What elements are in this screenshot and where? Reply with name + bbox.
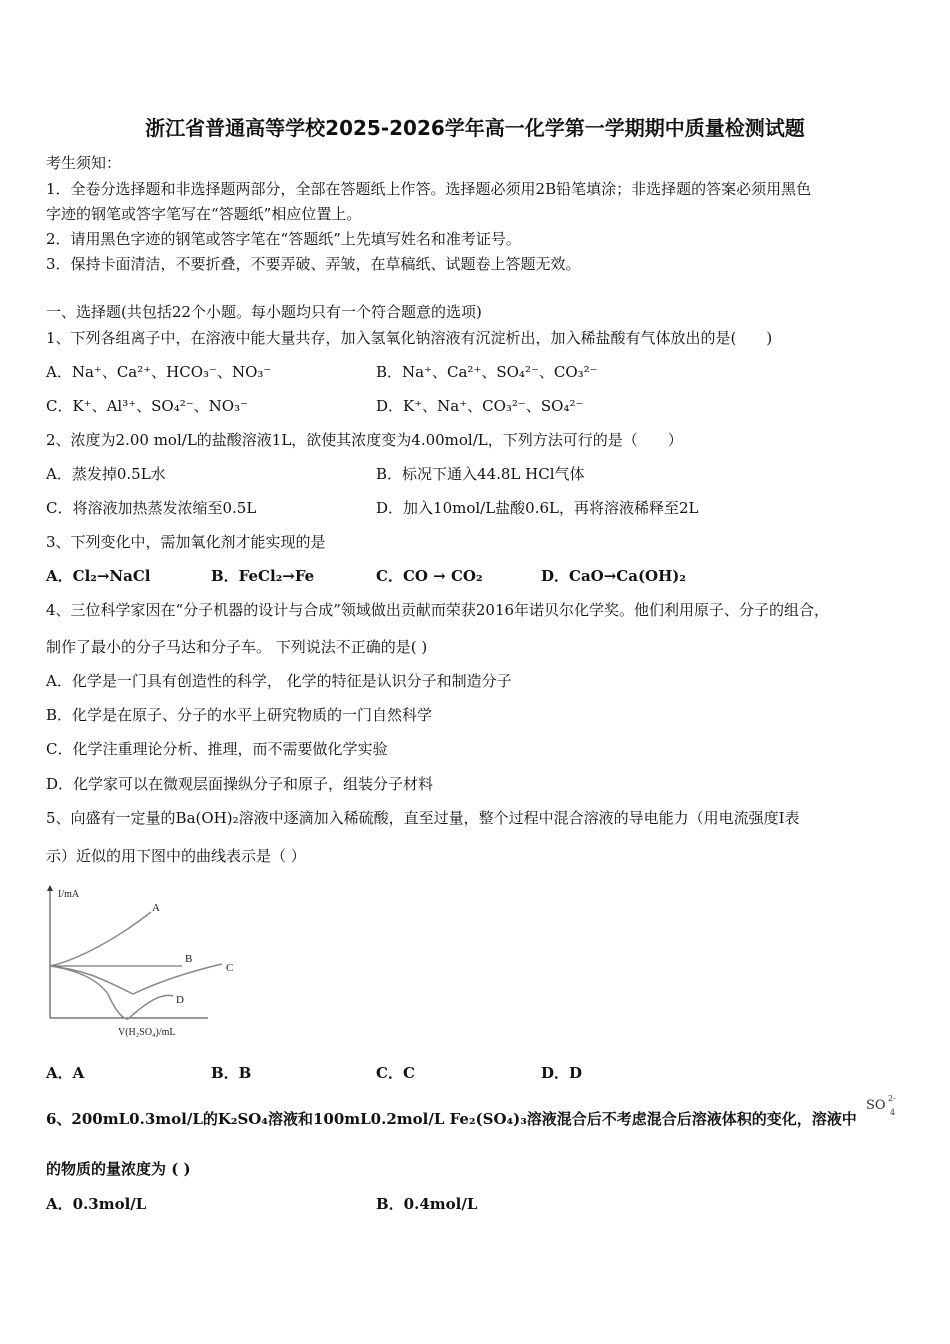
sulfate-base: SO: [866, 1098, 886, 1113]
sulfate-ion-formula: [866, 1094, 896, 1117]
q5-option-b: B．B: [211, 1064, 252, 1082]
q1-option-b: B．Na⁺、Ca²⁺、SO₄²⁻、CO₃²⁻: [376, 363, 598, 381]
curve-a: [50, 912, 151, 966]
q4-option-c: C．化学注重理论分析、推理，而不需要做化学实验: [46, 740, 388, 758]
q3-stem: 3、下列变化中，需加氧化剂才能实现的是: [46, 533, 326, 551]
q5-option-c: C．C: [376, 1064, 415, 1082]
conductivity-graph: [38, 882, 258, 1040]
q4-stem-1: 4、三位科学家因在“分子机器的设计与合成”领域做出贡献而荣获2016年诺贝尔化学奖。他们利用原子、分子的组合，: [46, 601, 830, 619]
q4-option-b: B．化学是在原子、分子的水平上研究物质的一门自然科学: [46, 706, 433, 724]
notice-item-3: 3．保持卡面清洁，不要折叠，不要弄破、弄皱，在草稿纸、试题卷上答题无效。: [46, 255, 581, 273]
q4-option-d: D．化学家可以在微观层面操纵分子和原子，组装分子材料: [46, 775, 434, 793]
q2-option-b: B．标况下通入44.8L HCl气体: [376, 465, 585, 483]
q6-option-a: A．0.3mol/L: [46, 1195, 147, 1213]
notice-heading: 考生须知：: [46, 154, 122, 172]
q1-option-d: D．K⁺、Na⁺、CO₃²⁻、SO₄²⁻: [376, 397, 584, 415]
q2-stem: 2、浓度为2.00 mol/L的盐酸溶液1L，欲使其浓度变为4.00mol/L，下列方法可行的是（ ）: [46, 431, 683, 449]
q2-option-d: D．加入10mol/L盐酸0.6L，再将溶液稀释至2L: [376, 499, 699, 517]
section-heading: 一、选择题(共包括22个小题。每小题均只有一个符合题意的选项): [46, 303, 482, 321]
q5-stem-1: 5、向盛有一定量的Ba(OH)₂溶液中逐滴加入稀硫酸，直至过量，整个过程中混合溶液的导电能力（用电流强度I表: [46, 809, 800, 827]
q6-option-b: B．0.4mol/L: [376, 1195, 478, 1213]
q1-option-c: C．K⁺、Al³⁺、SO₄²⁻、NO₃⁻: [46, 397, 249, 415]
q5-option-a: A．A: [46, 1064, 85, 1082]
q4-option-a: A．化学是一门具有创造性的科学， 化学的特征是认识分子和制造分子: [46, 672, 512, 690]
q3-option-b: B．FeCl₂→Fe: [211, 567, 315, 585]
q1-option-a: A．Na⁺、Ca²⁺、HCO₃⁻、NO₃⁻: [46, 363, 272, 381]
q2-option-c: C．将溶液加热蒸发浓缩至0.5L: [46, 499, 257, 517]
q3-option-d: D．CaO→Ca(OH)₂: [541, 567, 686, 585]
q1-stem: 1、下列各组离子中，在溶液中能大量共存，加入氢氧化钠溶液有沉淀析出，加入稀盐酸有气体放出的是( ): [46, 329, 773, 347]
q2-option-a: A．蒸发掉0.5L水: [46, 465, 166, 483]
q5-option-d: D．D: [541, 1064, 583, 1082]
q3-option-c: C．CO → CO₂: [376, 567, 483, 585]
notice-item-1b: 字迹的钢笔或答字笔写在“答题纸”相应位置上。: [46, 205, 362, 223]
q5-stem-2: 示）近似的用下图中的曲线表示是（ ）: [46, 847, 306, 865]
curve-a-label: A: [152, 902, 160, 914]
curve-b-label: B: [185, 953, 193, 965]
curve-c: [50, 964, 222, 994]
notice-item-1a: 1．全卷分选择题和非选择题两部分，全部在答题纸上作答。选择题必须用2B铅笔填涂；非选择题的答案必须用黑色: [46, 180, 812, 198]
page-title: 浙江省普通高等学校2025-2026学年高一化学第一学期期中质量检测试题: [145, 116, 805, 140]
q6-stem-1: 6、200mL0.3mol/L的K₂SO₄溶液和100mL0.2mol/L Fe₂(SO₄)₃溶液混合后不考虑混合后溶液体积的变化，溶液中: [46, 1110, 857, 1128]
q4-stem-2: 制作了最小的分子马达和分子车。 下列说法不正确的是( ): [46, 638, 428, 656]
sulfate-subscript: 4: [890, 1108, 896, 1117]
x-axis-label: V(H₂SO₄)/mL: [118, 1027, 176, 1038]
q6-stem-2: 的物质的量浓度为 ( ): [46, 1160, 191, 1178]
curve-d: [50, 966, 173, 1019]
notice-item-2: 2．请用黑色字迹的钢笔或答字笔在“答题纸”上先填写姓名和准考证号。: [46, 230, 521, 248]
curve-c-label: C: [226, 962, 234, 974]
q3-option-a: A．Cl₂→NaCl: [46, 567, 151, 585]
sulfate-charge: 2-: [888, 1094, 896, 1103]
y-axis-label: I/mA: [58, 889, 80, 900]
curve-d-label: D: [176, 994, 184, 1006]
